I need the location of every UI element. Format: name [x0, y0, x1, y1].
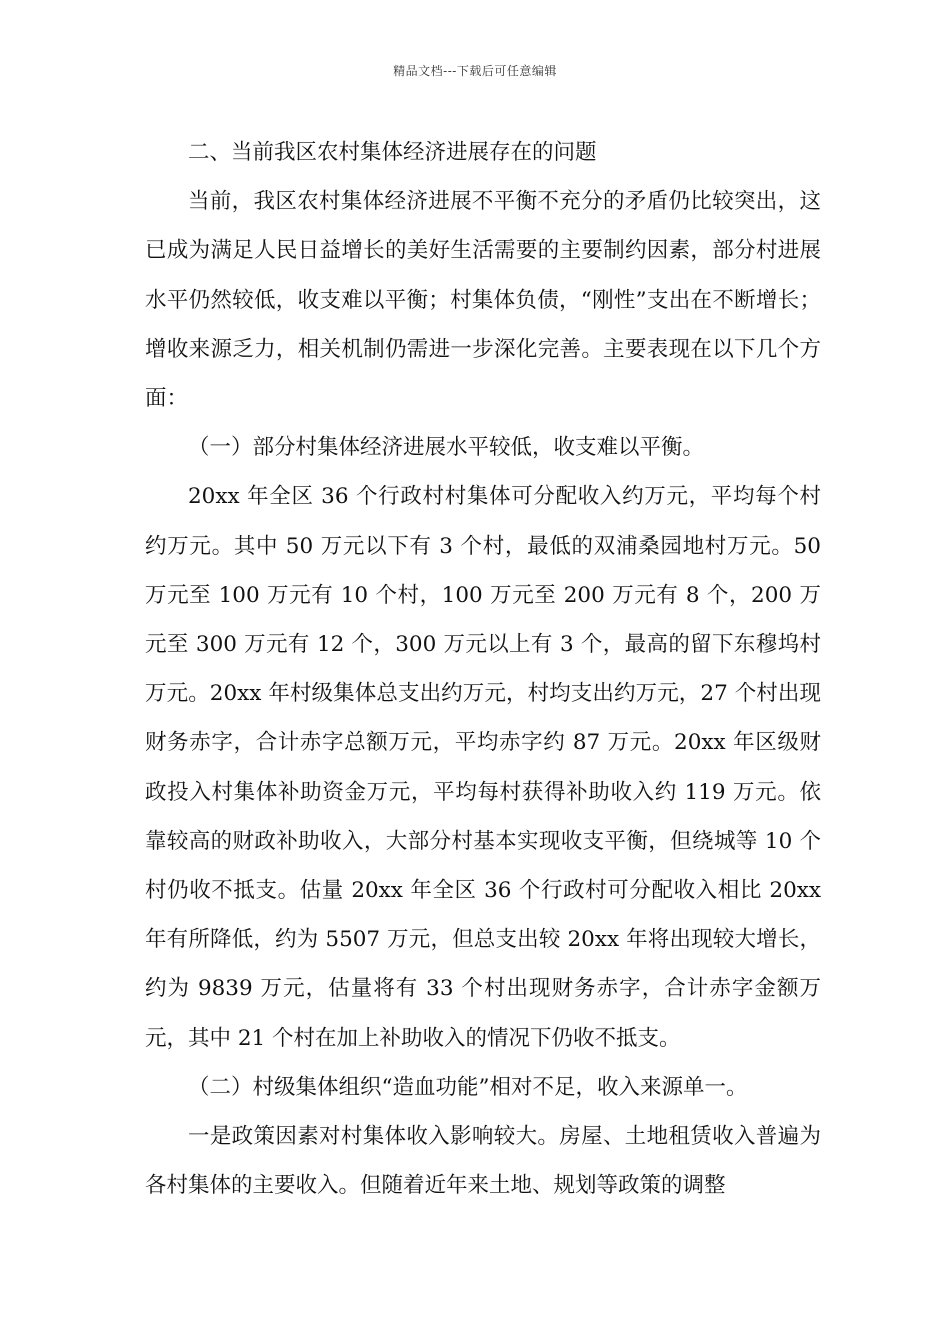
- page-header: 精品文档---下载后可任意编辑: [393, 64, 557, 78]
- body-paragraph: 当前，我区农村集体经济进展不平衡不充分的矛盾仍比较突出，这已成为满足人民日益增长的美好生活需要的主要制约因素，部分村进展水平仍然较低，收支难以平衡；村集体负债，“刚性”支出在不断增长；增收来源乏力，相关机制仍需进一步深化完善。主要表现在以下几个方面：: [145, 189, 821, 412]
- section-heading: 二、当前我区农村集体经济进展存在的问题: [188, 140, 597, 165]
- subsection-heading: （二）村级集体组织“造血功能”相对不足，收入来源单一。: [188, 1074, 748, 1100]
- body-paragraph: 20xx 年全区 36 个行政村村集体可分配收入约万元，平均每个村约万元。其中 50 万元以下有 3 个村，最低的双浦桑园地村万元。50 万元至 100 万元有 10 个村，100 万元至 200 万元有 8 个，200 万元至 300 万元有 12 个，300 万元以上有 3 个，最高的留下东穆坞村万元。20xx 年村级集体总支出约万元，村均支出约万元，27 个村出现财务赤字，合计赤字总额万元，平均赤字约 87 万元。20xx 年区级财政投入村集体补助资金万元，平均每村获得补助收入约 119 万元。依靠较高的财政补助收入，大部分村基本实现收支平衡，但绕城等 10 个村仍收不抵支。估量 20xx 年全区 36 个行政村可分配收入相比 20xx 年有所降低，约为 5507 万元，但总支出较 20xx 年将出现较大增长，约为 9839 万元，估量将有 33 个村出现财务赤字，合计赤字金额万元，其中 21 个村在加上补助收入的情况下仍收不抵支。: [145, 484, 821, 1051]
- document-body: [145, 128, 821, 1210]
- body-paragraph: 一是政策因素对村集体收入影响较大。房屋、土地租赁收入普遍为各村集体的主要收入。但随着近年来土地、规划等政策的调整: [145, 1124, 821, 1199]
- subsection-heading: （一）部分村集体经济进展水平较低，收支难以平衡。: [188, 435, 705, 461]
